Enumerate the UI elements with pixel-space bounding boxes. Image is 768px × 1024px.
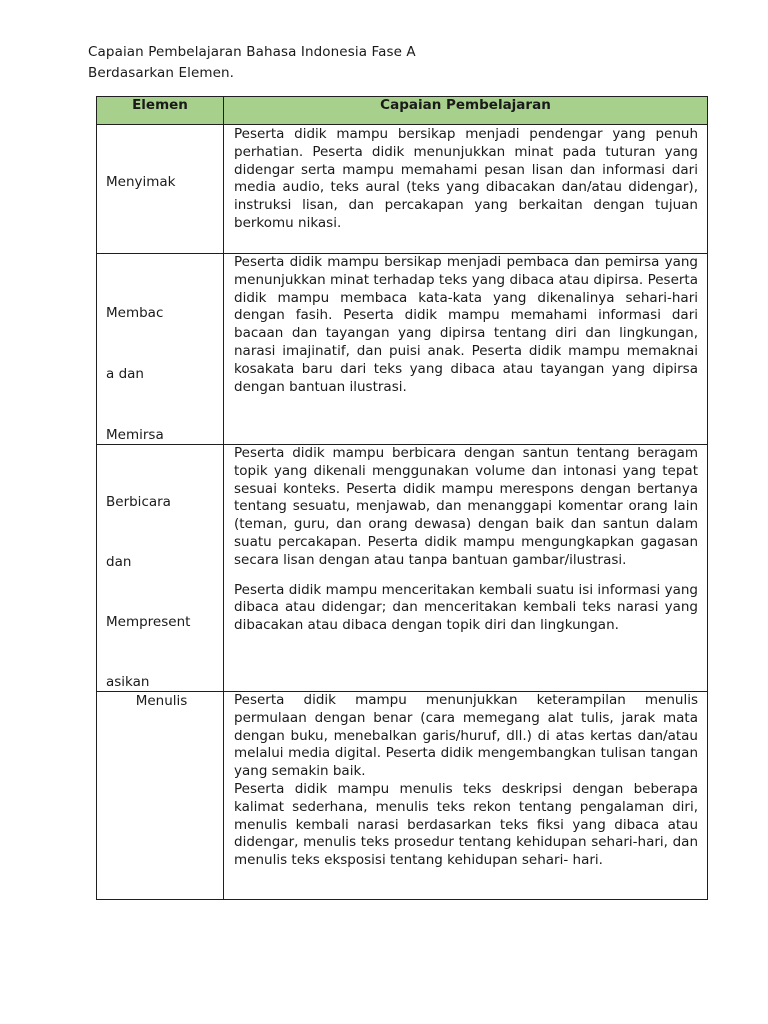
learning-outcomes-table (96, 96, 708, 900)
outcome-paragraph: Peserta didik mampu berbicara dengan santun tentang beragam topik yang dikenali menggunakan volume dan intonasi yang tepat sesuai konteks. Peserta didik mampu merespons dengan bertanya tentang sesuatu, menjawab, dan menanggapi komentar orang lain (teman, guru, dan orang dewasa) dengan baik dan santun dalam suatu percakapan. Peserta didik mampu mengungkapkan gagasan secara lisan dengan atau tanpa bantuan gambar/ilustrasi. (234, 445, 698, 568)
outcome-paragraph: Peserta didik mampu menunjukkan keterampilan menulis permulaan dengan benar (cara memegang alat tulis, jarak mata dengan buku, menebalkan garis/huruf, dll.) di atas kertas dan/atau melalui media digital. Peserta didik mengembangkan tulisan tangan yang semakin baik. (234, 692, 698, 780)
title-line-2: Berdasarkan Elemen. (88, 65, 235, 81)
element-label: Berbicara dan Mempresent asikan (106, 494, 191, 690)
table-row-menyimak (97, 125, 708, 254)
header-capaian-pembelajaran: Capaian Pembelajaran (224, 97, 708, 125)
outcome-paragraph: Peserta didik mampu bersikap menjadi pembaca dan pemirsa yang menunjukkan minat terhadap teks yang dibaca atau dipirsa. Peserta didik mampu membaca kata-kata yang dikenalinya sehari-hari dengan fasih. Peserta didik mampu memahami informasi dari bacaan dan tayangan yang dipirsa tentang diri dan lingkungan, narasi imajinatif, dan puisi anak. Peserta didik mampu memaknai kosakata baru dari teks yang dibaca atau tayangan yang dipirsa dengan bantuan ilustrasi. (234, 254, 698, 395)
table-row-menulis (97, 692, 708, 900)
document-title (88, 42, 416, 84)
header-elemen: Elemen (97, 97, 224, 125)
table-row-membaca-memirsa (97, 254, 708, 445)
outcome-cell (224, 692, 708, 900)
element-cell (97, 445, 224, 692)
element-label: Membac a dan Memirsa (106, 305, 164, 443)
element-cell (97, 125, 224, 254)
outcome-paragraph: Peserta didik mampu bersikap menjadi pendengar yang penuh perhatian. Peserta didik menunjukkan minat pada tuturan yang didengar serta mampu memahami pesan lisan dan informasi dari media audio, teks aural (teks yang dibacakan dan/atau didengar), instruksi lisan, dan percakapan yang berkaitan dengan tujuan berkomu nikasi. (234, 126, 698, 231)
outcome-cell (224, 445, 708, 692)
element-label: Menyimak (106, 174, 176, 190)
title-line-1: Capaian Pembelajaran Bahasa Indonesia Fase A (88, 44, 416, 60)
element-label: Menulis (135, 693, 188, 709)
outcome-paragraph: Peserta didik mampu menulis teks deskripsi dengan beberapa kalimat sederhana, menulis teks rekon tentang pengalaman diri, menulis kembali narasi berdasarkan teks fiksi yang dibaca atau didengar, menulis teks prosedur tentang kehidupan sehari-hari, dan menulis teks eksposisi tentang kehidupan sehari- hari. (234, 780, 698, 869)
outcome-cell (224, 125, 708, 254)
element-cell (97, 692, 224, 900)
outcome-cell (224, 254, 708, 445)
table-row-berbicara-mempresentasikan (97, 445, 708, 692)
table-header-row (97, 97, 708, 125)
element-cell (97, 254, 224, 445)
outcome-paragraph: Peserta didik mampu menceritakan kembali suatu isi informasi yang dibaca atau didengar; dan menceritakan kembali teks narasi yang dibacakan atau dibaca dengan topik diri dan lingkungan. (234, 581, 698, 634)
